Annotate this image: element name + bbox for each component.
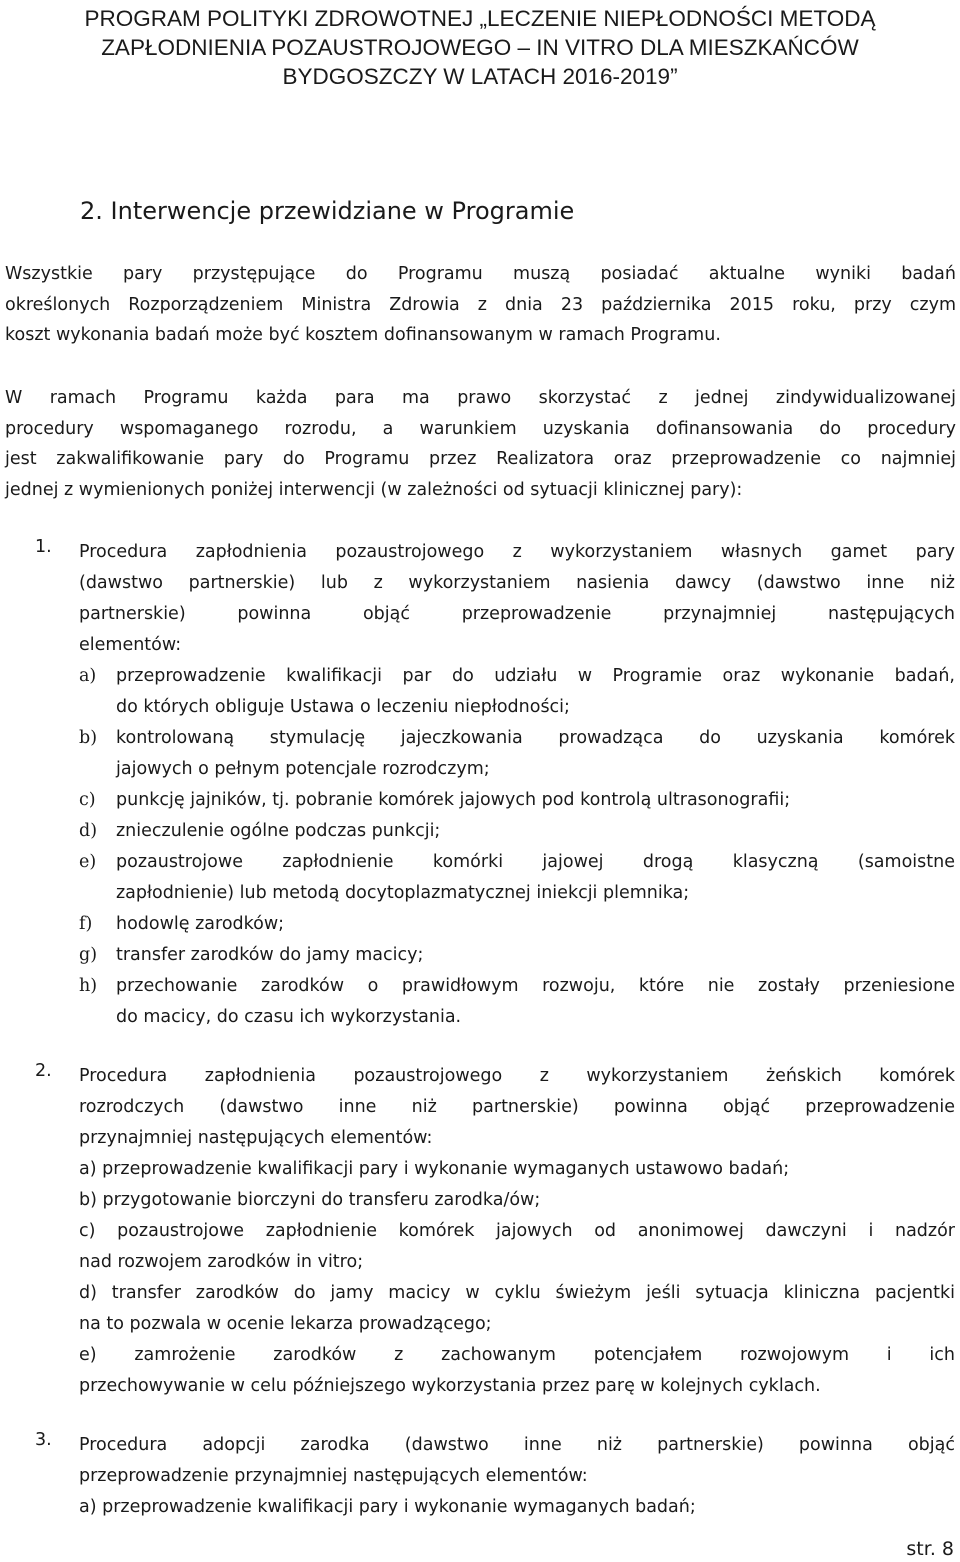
list-item-letter: b) <box>79 728 98 748</box>
list-item-letter: c) <box>79 790 96 810</box>
paragraph-line: jest zakwalifikowanie pary do Programu przez Realizatora oraz przeprowadzenie co najmniej <box>5 449 956 469</box>
list-item-text: znieczulenie ogólne podczas punkcji; <box>116 821 441 841</box>
list-item <box>0 785 960 816</box>
list-item-text: jajowych o pełnym potencjale rozrodczym; <box>116 759 490 779</box>
procedure-intro-line: (dawstwo partnerskie) lub z wykorzystaniem nasienia dawcy (dawstwo inne niż <box>79 573 955 593</box>
list-item-text: transfer zarodków do jamy macicy; <box>116 945 424 965</box>
paragraph-line: W ramach Programu każda para ma prawo skorzystać z jednej zindywidualizowanej <box>5 388 956 408</box>
procedure-1 <box>0 537 960 1037</box>
list-item-text: do których obliguje Ustawa o leczeniu niepłodności; <box>116 697 570 717</box>
list-item-letter: h) <box>79 976 98 996</box>
list-item-letter: e) <box>79 852 97 872</box>
list-item-letter: g) <box>79 945 98 965</box>
procedure-line: Procedura adopcji zarodka (dawstwo inne niż partnerskie) powinna objąć <box>79 1435 955 1455</box>
list-item <box>0 816 960 847</box>
procedure-line: b) przygotowanie biorczyni do transferu zarodka/ów; <box>79 1190 541 1210</box>
header-line: PROGRAM POLITYKI ZDROWOTNEJ „LECZENIE NIEPŁODNOŚCI METODĄ <box>84 6 876 31</box>
list-item <box>0 661 960 717</box>
header-line: BYDGOSZCZY W LATACH 2016-2019” <box>282 64 678 89</box>
list-item-text: punkcję jajników, tj. pobranie komórek jajowych pod kontrolą ultrasonografii; <box>116 790 791 810</box>
procedure-line: e) zamrożenie zarodków z zachowanym potencjałem rozwojowym i ich <box>79 1345 955 1365</box>
procedure-line: przechowywanie w celu późniejszego wykorzystania przez parę w kolejnych cyklach. <box>79 1376 821 1396</box>
procedure-intro-line: elementów: <box>79 635 182 655</box>
procedure-line: na to pozwala w ocenie lekarza prowadzącego; <box>79 1314 492 1334</box>
procedure-number: 1. <box>35 537 52 557</box>
list-item-text: hodowlę zarodków; <box>116 914 285 934</box>
list-item-text: przechowanie zarodków o prawidłowym rozwoju, które nie zostały przeniesione <box>116 976 955 996</box>
paragraph-line: Wszystkie pary przystępujące do Programu muszą posiadać aktualne wyniki badań <box>5 264 956 284</box>
procedure-line: d) transfer zarodków do jamy macicy w cyklu świeżym jeśli sytuacja kliniczna pacjentki <box>79 1283 955 1303</box>
list-item-text: pozaustrojowe zapłodnienie komórki jajowej drogą klasyczną (samoistne <box>116 852 955 872</box>
procedure-intro-line: Procedura zapłodnienia pozaustrojowego z wykorzystaniem własnych gamet pary <box>79 542 955 562</box>
list-item <box>0 847 960 903</box>
procedure-2 <box>0 1061 960 1406</box>
list-item-text: przeprowadzenie kwalifikacji par do udziału w Programie oraz wykonanie badań, <box>116 666 955 686</box>
header-line: ZAPŁODNIENIA POZAUSTROJOWEGO – IN VITRO DLA MIESZKAŃCÓW <box>101 35 859 60</box>
paragraph-line: procedury wspomaganego rozrodu, a warunkiem uzyskania dofinansowania do procedury <box>5 418 956 439</box>
eligibility-paragraph <box>5 383 956 505</box>
list-item <box>0 971 960 1027</box>
procedure-intro-line: partnerskie) powinna objąć przeprowadzenie przynajmniej następujących <box>79 604 955 624</box>
procedure-line: przeprowadzenie przynajmniej następujących elementów: <box>79 1466 588 1486</box>
list-item <box>0 940 960 971</box>
procedure-line: a) przeprowadzenie kwalifikacji pary i wykonanie wymaganych badań; <box>79 1497 696 1517</box>
program-title-header <box>0 4 960 91</box>
procedure-3 <box>0 1430 960 1525</box>
procedure-line: Procedura zapłodnienia pozaustrojowego z wykorzystaniem żeńskich komórek <box>79 1066 955 1086</box>
list-item-text: kontrolowaną stymulację jajeczkowania prowadząca do uzyskania komórek <box>116 728 955 748</box>
paragraph-line: jednej z wymienionych poniżej interwencji (w zależności od sytuacji klinicznej pary): <box>5 479 743 500</box>
procedure-line: nad rozwojem zarodków in vitro; <box>79 1252 364 1272</box>
section-title: 2. Interwencje przewidziane w Programie <box>80 197 575 225</box>
page-number: str. 8 <box>906 1538 954 1560</box>
paragraph-line: koszt wykonania badań może być kosztem dofinansowanym w ramach Programu. <box>5 325 721 345</box>
procedure-line: c) pozaustrojowe zapłodnienie komórek jajowych od anonimowej dawczyni i nadzór <box>79 1221 955 1241</box>
list-item-letter: f) <box>79 914 93 934</box>
list-item-letter: d) <box>79 821 98 841</box>
procedure-number: 3. <box>35 1430 52 1450</box>
intro-paragraph <box>5 259 956 351</box>
procedure-line: rozrodczych (dawstwo inne niż partnerskie) powinna objąć przeprowadzenie <box>79 1097 955 1117</box>
procedure-line: przynajmniej następujących elementów: <box>79 1128 433 1148</box>
list-item-text: zapłodnienie) lub metodą docytoplazmatycznej iniekcji plemnika; <box>116 883 690 903</box>
paragraph-line: określonych Rozporządzeniem Ministra Zdrowia z dnia 23 października 2015 roku, przy czym <box>5 294 956 315</box>
list-item-letter: a) <box>79 666 97 686</box>
procedure-line: a) przeprowadzenie kwalifikacji pary i wykonanie wymaganych ustawowo badań; <box>79 1159 790 1179</box>
list-item <box>0 909 960 940</box>
list-item-text: do macicy, do czasu ich wykorzystania. <box>116 1007 462 1027</box>
list-item <box>0 723 960 779</box>
procedure-number: 2. <box>35 1061 52 1081</box>
